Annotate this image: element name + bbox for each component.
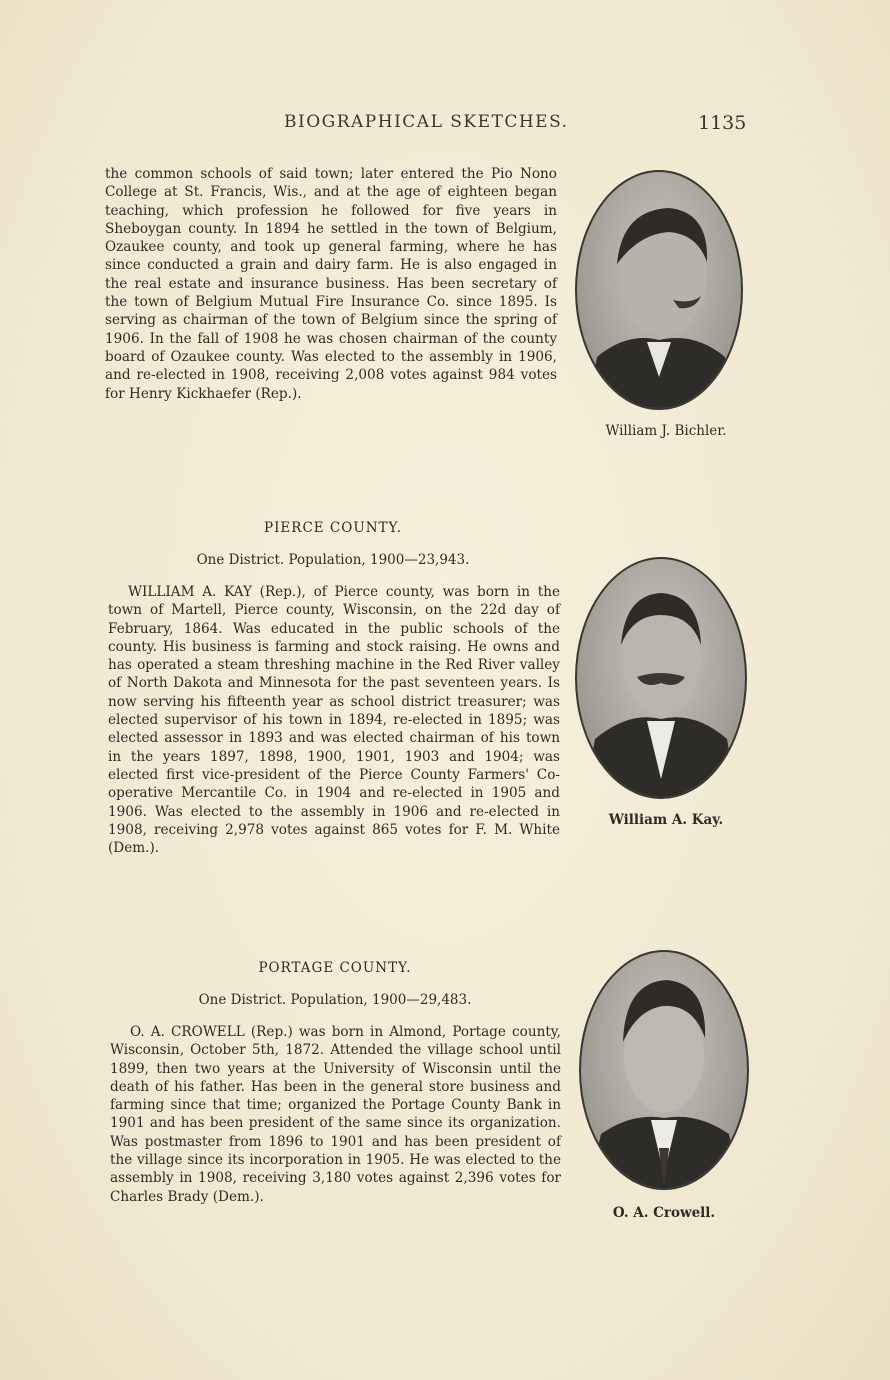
page-number: 1135	[698, 112, 747, 134]
bichler-biography-continuation: the common schools of said town; later entered the Pio Nono College at St. Francis, Wis., and at the age of eighteen began teaching, which profession he followed for five years in Sheboygan county. In 1894 he settled in the town of Belgium, Ozaukee county, and took up general farming, where he has since conducted a grain and dairy farm. He is also engaged in the real estate and insurance business. Has been secretary of the town of Belgium Mutual Fire Insurance Co. since 1895. Is serving as chairman of the town of Belgium since the spring of 1906. In the fall of 1908 he was chosen chairman of the county board of Ozaukee county. Was elected to the assembly in 1906, and re-elected in 1908, receiving 2,008 votes against 984 votes for Henry Kickhaefer (Rep.).	[105, 166, 557, 402]
portrait-o-a-crowell	[579, 950, 749, 1190]
portrait-crowell-photo	[581, 952, 747, 1188]
caption-bichler: William J. Bichler.	[605, 423, 727, 439]
portrait-kay-photo	[577, 559, 745, 797]
section-title-portage: PORTAGE COUNTY.	[258, 960, 412, 976]
caption-kay: William A. Kay.	[608, 812, 724, 828]
portrait-william-a-kay	[575, 557, 747, 799]
district-info-pierce: One District. Population, 1900—23,943.	[196, 552, 470, 568]
running-header: BIOGRAPHICAL SKETCHES.	[284, 112, 569, 132]
portrait-bichler-photo	[577, 172, 741, 408]
section-title-pierce: PIERCE COUNTY.	[264, 520, 402, 536]
portrait-william-j-bichler	[575, 170, 743, 410]
biography-william-a-kay: WILLIAM A. KAY (Rep.), of Pierce county, was born in the town of Martell, Pierce county, Wisconsin, on the 22d day of February, 1864. Was educated in the public schools of the county. His business is farming and stock raising. He owns and has operated a steam threshing machine in the Red River valley of North Dakota and Minnesota for the past seventeen years. Is now serving his fifteenth year as school district treasurer; was elected supervisor of his town in 1894, re-elected in 1895; was elected assessor in 1893 and was elected chairman of his town in the years 1897, 1898, 1900, 1901, 1903 and 1904; was elected first vice-president of the Pierce County Farmers' Co-operative Mercantile Co. in 1904 and re-elected in 1905 and 1906. Was elected to the assembly in 1906 and re-elected in 1908, receiving 2,978 votes against 865 votes for F. M. White (Dem.).	[108, 584, 560, 857]
biography-o-a-crowell: O. A. CROWELL (Rep.) was born in Almond, Portage county, Wisconsin, October 5th, 1872. Attended the village school until 1899, then two years at the University of Wisconsin until the death of his father. Has been in the general store business and farming since that time; organized the Portage County Bank in 1901 and has been president of the same since its organization. Was postmaster from 1896 to 1901 and has been president of the village since its incorporation in 1905. He was elected to the assembly in 1908, receiving 3,180 votes against 2,396 votes for Charles Brady (Dem.).	[110, 1024, 561, 1205]
caption-crowell: O. A. Crowell.	[612, 1205, 716, 1221]
district-info-portage: One District. Population, 1900—29,483.	[198, 992, 472, 1008]
